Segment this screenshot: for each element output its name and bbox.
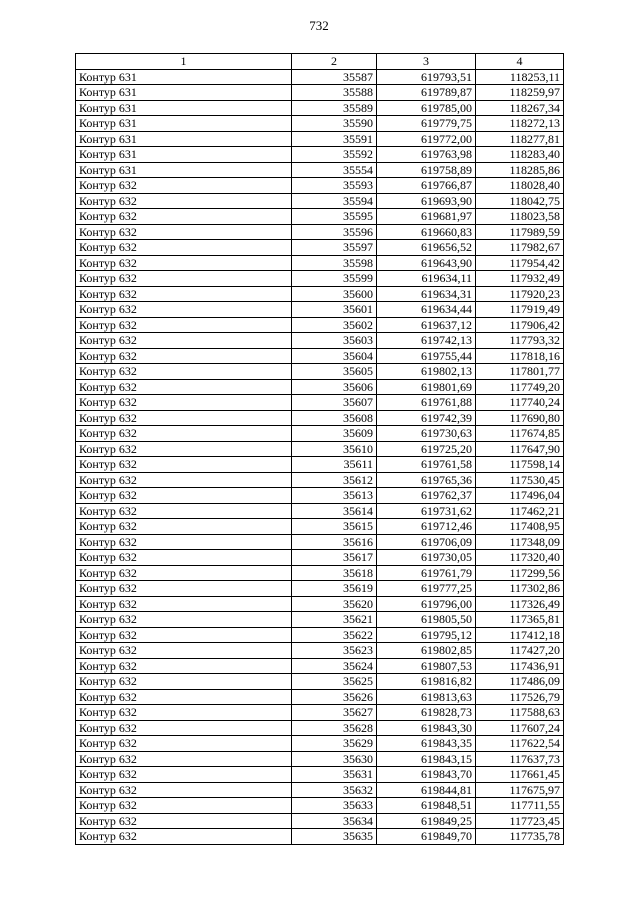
contour-name-cell: Контур 632 [76, 271, 292, 287]
contour-name-cell: Контур 632 [76, 333, 292, 349]
y-coordinate-cell: 118285,86 [476, 162, 564, 178]
column-header-2: 2 [292, 54, 377, 70]
table-row [76, 550, 564, 566]
contour-name-cell: Контур 632 [76, 767, 292, 783]
table-row [76, 441, 564, 457]
x-coordinate-cell: 619807,53 [377, 658, 476, 674]
table-row [76, 131, 564, 147]
y-coordinate-cell: 117302,86 [476, 581, 564, 597]
x-coordinate-cell: 619730,05 [377, 550, 476, 566]
x-coordinate-cell: 619795,12 [377, 627, 476, 643]
point-number-cell: 35619 [292, 581, 377, 597]
y-coordinate-cell: 117408,95 [476, 519, 564, 535]
table-row [76, 85, 564, 101]
contour-name-cell: Контур 632 [76, 550, 292, 566]
y-coordinate-cell: 117588,63 [476, 705, 564, 721]
contour-name-cell: Контур 632 [76, 627, 292, 643]
x-coordinate-cell: 619656,52 [377, 240, 476, 256]
point-number-cell: 35628 [292, 720, 377, 736]
table-row [76, 224, 564, 240]
x-coordinate-cell: 619634,11 [377, 271, 476, 287]
point-number-cell: 35633 [292, 798, 377, 814]
table-row [76, 674, 564, 690]
contour-name-cell: Контур 632 [76, 596, 292, 612]
point-number-cell: 35632 [292, 782, 377, 798]
contour-name-cell: Контур 632 [76, 488, 292, 504]
x-coordinate-cell: 619761,79 [377, 565, 476, 581]
contour-name-cell: Контур 632 [76, 441, 292, 457]
x-coordinate-cell: 619849,70 [377, 829, 476, 845]
y-coordinate-cell: 117919,49 [476, 302, 564, 318]
point-number-cell: 35588 [292, 85, 377, 101]
contour-name-cell: Контур 631 [76, 162, 292, 178]
contour-name-cell: Контур 632 [76, 410, 292, 426]
contour-name-cell: Контур 632 [76, 674, 292, 690]
y-coordinate-cell: 117348,09 [476, 534, 564, 550]
x-coordinate-cell: 619742,13 [377, 333, 476, 349]
x-coordinate-cell: 619660,83 [377, 224, 476, 240]
y-coordinate-cell: 118259,97 [476, 85, 564, 101]
contour-name-cell: Контур 632 [76, 503, 292, 519]
point-number-cell: 35596 [292, 224, 377, 240]
point-number-cell: 35594 [292, 193, 377, 209]
contour-name-cell: Контур 632 [76, 426, 292, 442]
contour-name-cell: Контур 631 [76, 69, 292, 85]
x-coordinate-cell: 619758,89 [377, 162, 476, 178]
y-coordinate-cell: 117326,49 [476, 596, 564, 612]
point-number-cell: 35593 [292, 178, 377, 194]
table-row [76, 395, 564, 411]
x-coordinate-cell: 619637,12 [377, 317, 476, 333]
table-row [76, 240, 564, 256]
x-coordinate-cell: 619802,85 [377, 643, 476, 659]
contour-name-cell: Контур 632 [76, 348, 292, 364]
x-coordinate-cell: 619742,39 [377, 410, 476, 426]
table-row [76, 317, 564, 333]
point-number-cell: 35613 [292, 488, 377, 504]
table-row [76, 689, 564, 705]
x-coordinate-cell: 619785,00 [377, 100, 476, 116]
y-coordinate-cell: 118272,13 [476, 116, 564, 132]
y-coordinate-cell: 117661,45 [476, 767, 564, 783]
table-row [76, 209, 564, 225]
point-number-cell: 35604 [292, 348, 377, 364]
table-row [76, 162, 564, 178]
x-coordinate-cell: 619777,25 [377, 581, 476, 597]
contour-name-cell: Контур 632 [76, 782, 292, 798]
table-row [76, 147, 564, 163]
x-coordinate-cell: 619801,69 [377, 379, 476, 395]
table-row [76, 116, 564, 132]
x-coordinate-cell: 619681,97 [377, 209, 476, 225]
contour-name-cell: Контур 632 [76, 798, 292, 814]
contour-name-cell: Контур 632 [76, 736, 292, 752]
y-coordinate-cell: 117365,81 [476, 612, 564, 628]
y-coordinate-cell: 117607,24 [476, 720, 564, 736]
table-row [76, 767, 564, 783]
point-number-cell: 35621 [292, 612, 377, 628]
contour-name-cell: Контур 632 [76, 379, 292, 395]
y-coordinate-cell: 117818,16 [476, 348, 564, 364]
point-number-cell: 35607 [292, 395, 377, 411]
table-row [76, 612, 564, 628]
y-coordinate-cell: 117711,55 [476, 798, 564, 814]
page-number: 732 [309, 18, 329, 33]
y-coordinate-cell: 117647,90 [476, 441, 564, 457]
point-number-cell: 35587 [292, 69, 377, 85]
contour-name-cell: Контур 632 [76, 286, 292, 302]
y-coordinate-cell: 118277,81 [476, 131, 564, 147]
point-number-cell: 35625 [292, 674, 377, 690]
table-row [76, 782, 564, 798]
point-number-cell: 35554 [292, 162, 377, 178]
table-row [76, 426, 564, 442]
table-row [76, 798, 564, 814]
point-number-cell: 35617 [292, 550, 377, 566]
contour-name-cell: Контур 632 [76, 255, 292, 271]
y-coordinate-cell: 117486,09 [476, 674, 564, 690]
table-row [76, 255, 564, 271]
point-number-cell: 35603 [292, 333, 377, 349]
point-number-cell: 35612 [292, 472, 377, 488]
table-row [76, 751, 564, 767]
point-number-cell: 35608 [292, 410, 377, 426]
x-coordinate-cell: 619731,62 [377, 503, 476, 519]
y-coordinate-cell: 117412,18 [476, 627, 564, 643]
y-coordinate-cell: 117675,97 [476, 782, 564, 798]
y-coordinate-cell: 117906,42 [476, 317, 564, 333]
x-coordinate-cell: 619712,46 [377, 519, 476, 535]
x-coordinate-cell: 619843,30 [377, 720, 476, 736]
table-row [76, 271, 564, 287]
point-number-cell: 35601 [292, 302, 377, 318]
x-coordinate-cell: 619805,50 [377, 612, 476, 628]
point-number-cell: 35627 [292, 705, 377, 721]
point-number-cell: 35595 [292, 209, 377, 225]
x-coordinate-cell: 619643,90 [377, 255, 476, 271]
x-coordinate-cell: 619828,73 [377, 705, 476, 721]
contour-name-cell: Контур 632 [76, 395, 292, 411]
point-number-cell: 35634 [292, 813, 377, 829]
column-header-3: 3 [377, 54, 476, 70]
point-number-cell: 35635 [292, 829, 377, 845]
contour-name-cell: Контур 632 [76, 302, 292, 318]
x-coordinate-cell: 619793,51 [377, 69, 476, 85]
x-coordinate-cell: 619848,51 [377, 798, 476, 814]
table-row [76, 565, 564, 581]
contour-name-cell: Контур 632 [76, 457, 292, 473]
table-row [76, 286, 564, 302]
point-number-cell: 35605 [292, 364, 377, 380]
y-coordinate-cell: 117954,42 [476, 255, 564, 271]
y-coordinate-cell: 117749,20 [476, 379, 564, 395]
table-row [76, 364, 564, 380]
point-number-cell: 35630 [292, 751, 377, 767]
y-coordinate-cell: 117462,21 [476, 503, 564, 519]
contour-name-cell: Контур 632 [76, 534, 292, 550]
column-header-1: 1 [76, 54, 292, 70]
x-coordinate-cell: 619755,44 [377, 348, 476, 364]
y-coordinate-cell: 117427,20 [476, 643, 564, 659]
contour-name-cell: Контур 631 [76, 116, 292, 132]
x-coordinate-cell: 619813,63 [377, 689, 476, 705]
point-number-cell: 35591 [292, 131, 377, 147]
table-row [76, 658, 564, 674]
point-number-cell: 35623 [292, 643, 377, 659]
y-coordinate-cell: 117793,32 [476, 333, 564, 349]
point-number-cell: 35599 [292, 271, 377, 287]
contour-name-cell: Контур 632 [76, 658, 292, 674]
x-coordinate-cell: 619693,90 [377, 193, 476, 209]
y-coordinate-cell: 117598,14 [476, 457, 564, 473]
x-coordinate-cell: 619816,82 [377, 674, 476, 690]
y-coordinate-cell: 117320,40 [476, 550, 564, 566]
x-coordinate-cell: 619789,87 [377, 85, 476, 101]
x-coordinate-cell: 619844,81 [377, 782, 476, 798]
point-number-cell: 35620 [292, 596, 377, 612]
table-row [76, 627, 564, 643]
point-number-cell: 35600 [292, 286, 377, 302]
contour-name-cell: Контур 631 [76, 147, 292, 163]
contour-name-cell: Контур 632 [76, 581, 292, 597]
table-body [76, 69, 564, 844]
table-row [76, 503, 564, 519]
table-row [76, 581, 564, 597]
x-coordinate-cell: 619843,70 [377, 767, 476, 783]
contour-name-cell: Контур 632 [76, 178, 292, 194]
table-row [76, 348, 564, 364]
y-coordinate-cell: 117932,49 [476, 271, 564, 287]
table-row [76, 100, 564, 116]
point-number-cell: 35629 [292, 736, 377, 752]
contour-name-cell: Контур 632 [76, 519, 292, 535]
table-row [76, 643, 564, 659]
y-coordinate-cell: 117982,67 [476, 240, 564, 256]
y-coordinate-cell: 118267,34 [476, 100, 564, 116]
x-coordinate-cell: 619762,37 [377, 488, 476, 504]
x-coordinate-cell: 619796,00 [377, 596, 476, 612]
contour-name-cell: Контур 632 [76, 813, 292, 829]
point-number-cell: 35592 [292, 147, 377, 163]
point-number-cell: 35589 [292, 100, 377, 116]
table-row [76, 193, 564, 209]
table-row [76, 457, 564, 473]
contour-name-cell: Контур 632 [76, 751, 292, 767]
x-coordinate-cell: 619763,98 [377, 147, 476, 163]
point-number-cell: 35602 [292, 317, 377, 333]
x-coordinate-cell: 619761,58 [377, 457, 476, 473]
y-coordinate-cell: 117989,59 [476, 224, 564, 240]
y-coordinate-cell: 117801,77 [476, 364, 564, 380]
y-coordinate-cell: 117530,45 [476, 472, 564, 488]
point-number-cell: 35611 [292, 457, 377, 473]
y-coordinate-cell: 117920,23 [476, 286, 564, 302]
y-coordinate-cell: 118028,40 [476, 178, 564, 194]
x-coordinate-cell: 619761,88 [377, 395, 476, 411]
table-row [76, 333, 564, 349]
y-coordinate-cell: 117436,91 [476, 658, 564, 674]
contour-name-cell: Контур 632 [76, 829, 292, 845]
table-row [76, 302, 564, 318]
y-coordinate-cell: 117637,73 [476, 751, 564, 767]
point-number-cell: 35597 [292, 240, 377, 256]
table-row [76, 720, 564, 736]
y-coordinate-cell: 117674,85 [476, 426, 564, 442]
contour-name-cell: Контур 632 [76, 643, 292, 659]
y-coordinate-cell: 117723,45 [476, 813, 564, 829]
y-coordinate-cell: 118042,75 [476, 193, 564, 209]
x-coordinate-cell: 619765,36 [377, 472, 476, 488]
point-number-cell: 35631 [292, 767, 377, 783]
contour-name-cell: Контур 632 [76, 317, 292, 333]
table-row [76, 519, 564, 535]
x-coordinate-cell: 619725,20 [377, 441, 476, 457]
contour-name-cell: Контур 632 [76, 209, 292, 225]
x-coordinate-cell: 619843,35 [377, 736, 476, 752]
point-number-cell: 35609 [292, 426, 377, 442]
x-coordinate-cell: 619706,09 [377, 534, 476, 550]
contour-name-cell: Контур 632 [76, 240, 292, 256]
x-coordinate-cell: 619772,00 [377, 131, 476, 147]
point-number-cell: 35590 [292, 116, 377, 132]
table-row [76, 69, 564, 85]
y-coordinate-cell: 118283,40 [476, 147, 564, 163]
x-coordinate-cell: 619779,75 [377, 116, 476, 132]
point-number-cell: 35615 [292, 519, 377, 535]
contour-name-cell: Контур 632 [76, 612, 292, 628]
point-number-cell: 35610 [292, 441, 377, 457]
column-header-4: 4 [476, 54, 564, 70]
contour-name-cell: Контур 632 [76, 224, 292, 240]
table-row [76, 596, 564, 612]
table-row [76, 472, 564, 488]
x-coordinate-cell: 619634,44 [377, 302, 476, 318]
point-number-cell: 35626 [292, 689, 377, 705]
table-row [76, 736, 564, 752]
contour-name-cell: Контур 632 [76, 705, 292, 721]
table-row [76, 488, 564, 504]
table-row [76, 813, 564, 829]
header-row [76, 54, 564, 70]
point-number-cell: 35606 [292, 379, 377, 395]
point-number-cell: 35614 [292, 503, 377, 519]
contour-name-cell: Контур 632 [76, 689, 292, 705]
y-coordinate-cell: 117299,56 [476, 565, 564, 581]
point-number-cell: 35622 [292, 627, 377, 643]
y-coordinate-cell: 117526,79 [476, 689, 564, 705]
table-row [76, 410, 564, 426]
contour-name-cell: Контур 632 [76, 364, 292, 380]
coordinates-table [75, 53, 564, 845]
y-coordinate-cell: 117622,54 [476, 736, 564, 752]
table-row [76, 379, 564, 395]
x-coordinate-cell: 619730,63 [377, 426, 476, 442]
point-number-cell: 35616 [292, 534, 377, 550]
table-row [76, 178, 564, 194]
contour-name-cell: Контур 632 [76, 193, 292, 209]
contour-name-cell: Контур 632 [76, 472, 292, 488]
x-coordinate-cell: 619634,31 [377, 286, 476, 302]
contour-name-cell: Контур 632 [76, 720, 292, 736]
table-row [76, 534, 564, 550]
x-coordinate-cell: 619843,15 [377, 751, 476, 767]
y-coordinate-cell: 117690,80 [476, 410, 564, 426]
point-number-cell: 35598 [292, 255, 377, 271]
contour-name-cell: Контур 631 [76, 100, 292, 116]
x-coordinate-cell: 619849,25 [377, 813, 476, 829]
table-row [76, 705, 564, 721]
x-coordinate-cell: 619802,13 [377, 364, 476, 380]
y-coordinate-cell: 118023,58 [476, 209, 564, 225]
y-coordinate-cell: 117740,24 [476, 395, 564, 411]
x-coordinate-cell: 619766,87 [377, 178, 476, 194]
contour-name-cell: Контур 632 [76, 565, 292, 581]
table-row [76, 829, 564, 845]
y-coordinate-cell: 118253,11 [476, 69, 564, 85]
point-number-cell: 35618 [292, 565, 377, 581]
contour-name-cell: Контур 631 [76, 85, 292, 101]
point-number-cell: 35624 [292, 658, 377, 674]
contour-name-cell: Контур 631 [76, 131, 292, 147]
y-coordinate-cell: 117496,04 [476, 488, 564, 504]
y-coordinate-cell: 117735,78 [476, 829, 564, 845]
